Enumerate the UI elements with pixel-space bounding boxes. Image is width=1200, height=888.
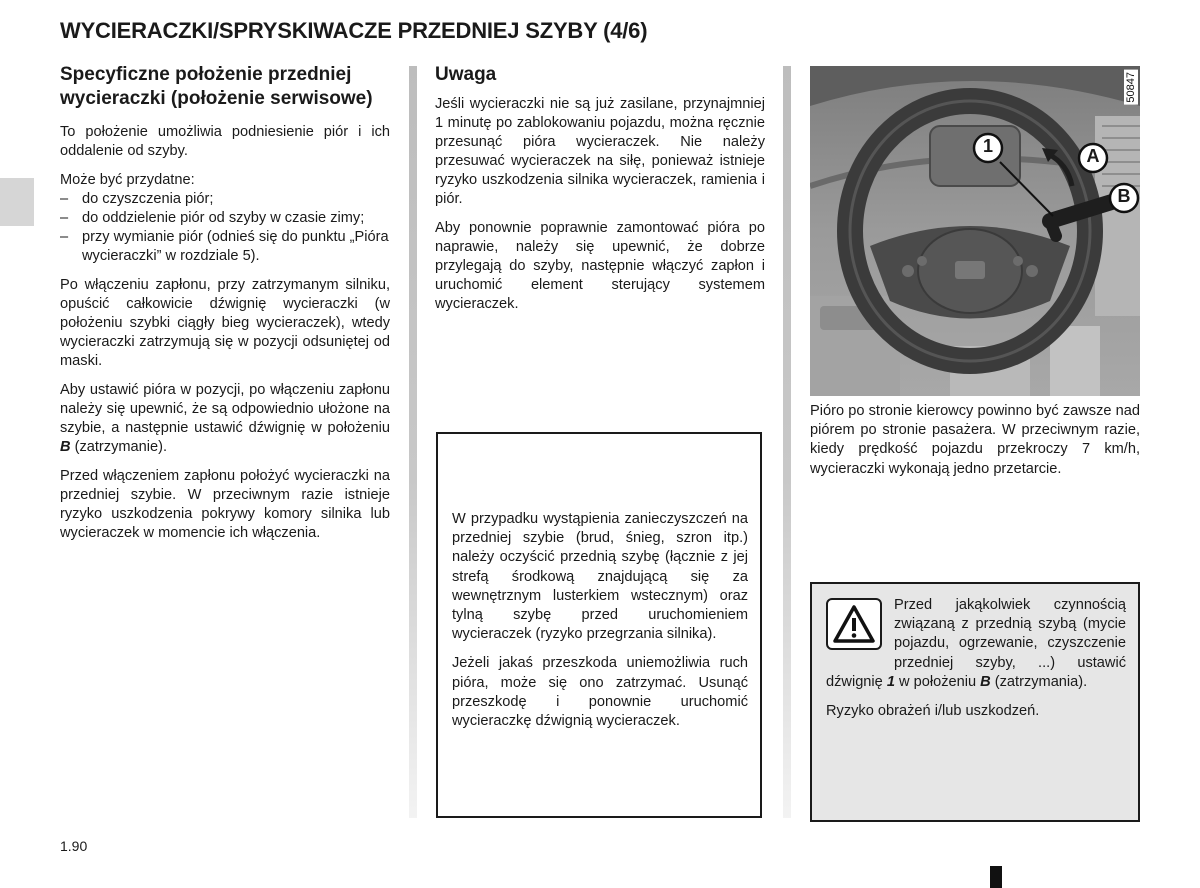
warning-text-middle: w położeniu: [894, 673, 981, 690]
middle-column: [435, 63, 765, 324]
note-paragraph-2: Aby ponownie poprawnie zamontować pióra po naprawie, należy się upewnić, że dobrze przylegają do szyby, następnie włączyć zapłon i uruchomić element sterujący systemem wycieraczek.: [435, 220, 765, 312]
ignition-paragraph: Po włączeniu zapłonu, przy zatrzymanym silniku, opuścić całkowicie dźwignię wycieraczki (w położeniu szybki ciągły bieg wycieraczek), wtedy wycieraczki zatrzymują się w pozycji odsuniętej od maski.: [60, 277, 390, 369]
warning-text-after: (zatrzymania).: [990, 673, 1088, 690]
page-number: 1.90: [60, 838, 88, 854]
chapter-tab: [0, 178, 34, 226]
position-paragraph: [60, 381, 390, 457]
warning-key-b: B: [980, 673, 991, 690]
callout-label-b: B: [1117, 186, 1131, 206]
figure-caption: [810, 402, 1140, 479]
section-heading: Specyficzne położenie przedniej wycieraczki (położenie serwisowe): [60, 64, 373, 109]
callout-label-a: A: [1086, 146, 1100, 166]
warning-key-1: 1: [886, 673, 895, 690]
note-heading: Uwaga: [435, 64, 497, 85]
list-item: – przy wymianie piór (odnieś się do punktu „Pióra wycieraczki” w rozdziale 5).: [60, 228, 390, 266]
intro-paragraph: To położenie umożliwia podniesienie piór i ich oddalenie od szyby.: [60, 124, 390, 159]
left-column: [60, 63, 390, 553]
note-paragraph-1: Jeśli wycieraczki nie są już zasilane, przynajmniej 1 minutę po zablokowaniu pojazdu, można ręcznie przesunąć pióra wycieraczek. Nie należy przesuwać wycieraczek na siłę, ponieważ istnieje ryzyko uszkodzenia silnika wycieraczek, ramienia i piór.: [435, 96, 765, 207]
caption-text: Pióro po stronie kierowcy powinno być zawsze nad piórem po stronie pasażera. W przeciwnym razie, kiedy prędkość pojazdu przekroczy 7 km/h, wycieraczki wykonają jedno przetarcie.: [810, 403, 1140, 477]
position-text-before: Aby ustawić pióra w pozycji, po włączeniu zapłonu należy się upewnić, że są odpowiednio ułożone na szybie, a następnie ustawić dźwignię w położeniu: [60, 382, 390, 436]
page-edge-mark: [990, 866, 1002, 888]
list-item: – do czyszczenia piór;: [60, 190, 390, 209]
figure-reference-number: 50847: [1125, 72, 1137, 103]
column-divider-right: [783, 66, 791, 818]
steering-wheel-illustration: [810, 66, 1140, 396]
before-ignition-paragraph: Przed włączeniem zapłonu położyć wycieraczki na przedniej szybie. W przeciwnym razie istnieje ryzyko uszkodzenia pokrywy komory silnika lub wycieraczek w momencie ich włączenia.: [60, 468, 390, 541]
dirt-note-paragraph-2: Jeżeli jakaś przeszkoda uniemożliwia ruch pióra, może się ono zatrzymać. Usunąć przeszkodę i ponownie uruchomić wycieraczkę dźwignią wycieraczek.: [452, 655, 748, 730]
dirt-note-paragraph-1: W przypadku wystąpienia zanieczyszczeń na przedniej szybie (brud, śnieg, szron itp.) należy oczyścić przednią szybę (łącznie z jej strefą środkową znajdującą się za wewnętrznym lusterkiem wstecznym) oraz tylną szybę przed uruchomieniem wycieraczek (ryzyko przegrzania silnika).: [452, 511, 748, 643]
page-title: WYCIERACZKI/SPRYSKIWACZE PRZEDNIEJ SZYBY (4/6): [60, 18, 648, 43]
warning-triangle-icon: [826, 598, 882, 650]
uses-list: [60, 190, 390, 266]
warning-risk: Ryzyko obrażeń i/lub uszkodzeń.: [826, 703, 1040, 720]
warning-text-before: Przed jakąkolwiek czynnością związaną z przednią szybą (mycie pojazdu, ogrzewanie, czyszczenie przedniej szyby, ...) ustawić dźwignię: [826, 597, 1126, 690]
warning-box: [810, 582, 1140, 822]
position-key-b: B: [60, 439, 71, 455]
list-item: – do oddzielenie piór od szyby w czasie zimy;: [60, 209, 390, 228]
steering-wheel-figure: [810, 66, 1140, 396]
list-intro: Może być przydatne:: [60, 172, 195, 188]
callout-label-1: 1: [982, 136, 993, 156]
column-divider-left: [409, 66, 417, 818]
dirt-note-box: [436, 432, 762, 818]
position-text-after: (zatrzymanie).: [70, 439, 168, 455]
